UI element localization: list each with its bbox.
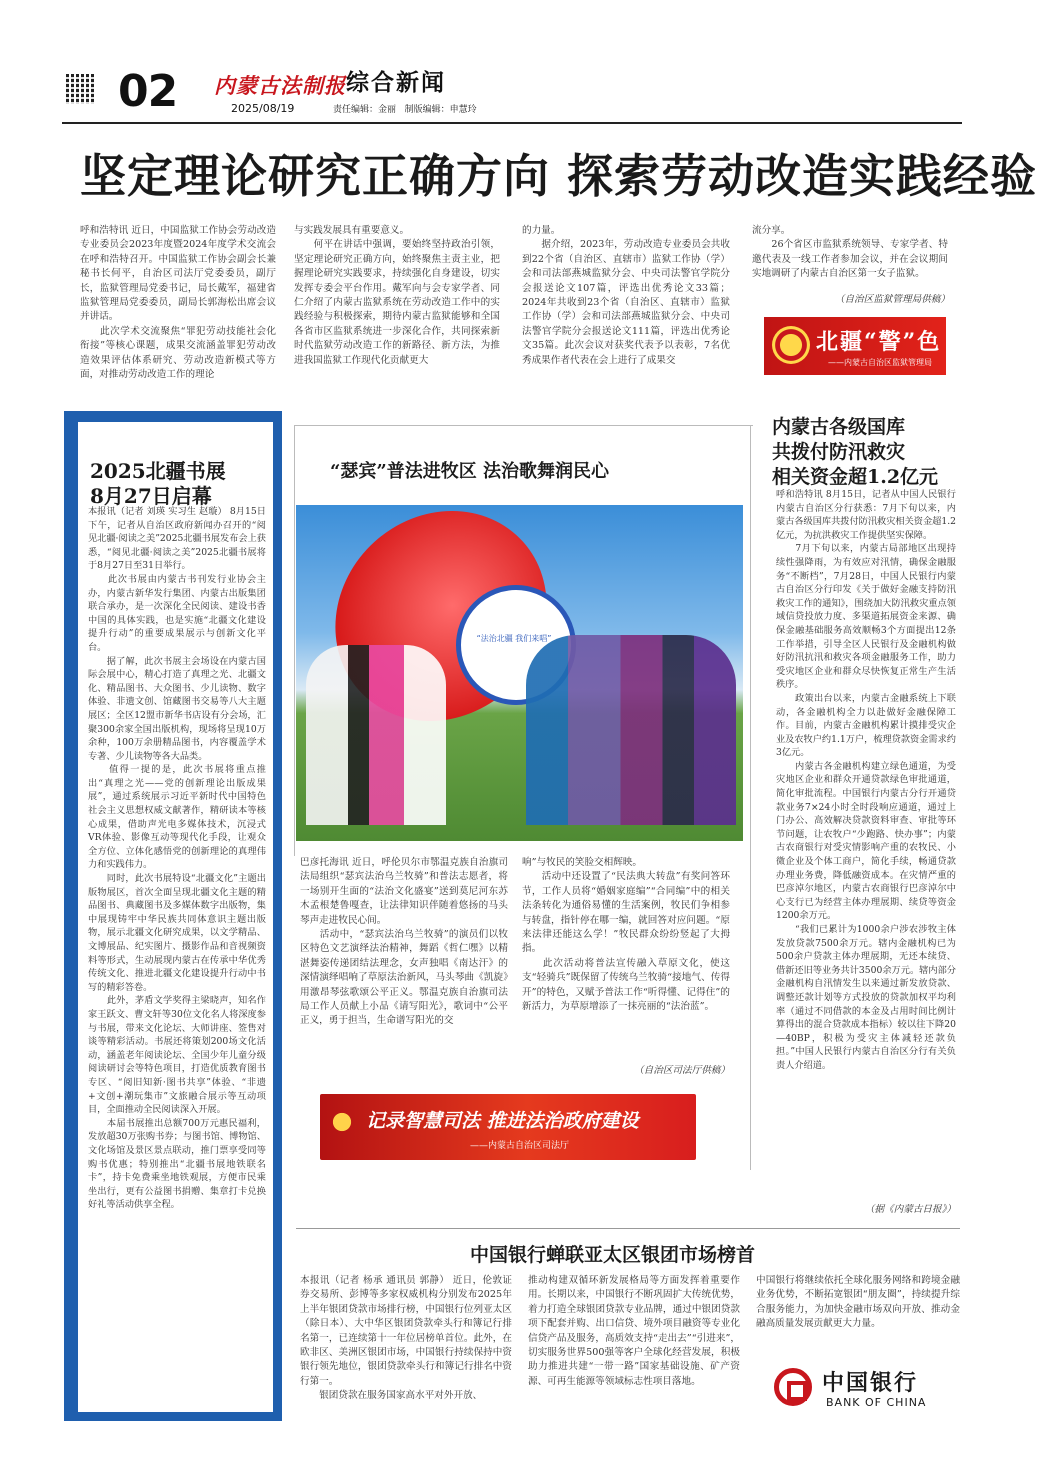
boc-logo-cn: 中国银行 xyxy=(822,1370,919,1396)
law-col-b: 响”与牧民的笑脸交相辉映。 活动中还设置了“民法典大转盘”有奖问答环节，工作人员将“婚姻家庭编”“合同编”中的相关法条转化为通俗易懂的生活案例，牧民们争相参与转盘，指针停在哪一编，就回答对应问题。“原来法律还能这么学！”牧民群众纷纷竖起了大拇指。 此次活动将普法宣传融入草原文化，使这支“轻骑兵”既保留了传统乌兰牧骑“接地气、传得开”的特色，又赋予普法工作“听得懂、记得住”的新活力，为草原增添了一抹亮丽的“法治蓝”。 xyxy=(522,857,730,1013)
people-group-right xyxy=(526,635,736,825)
lead-col-4: 流分享。 26个省区市监狱系统领导、专家学者、特邀代表及一线工作者参加会议，并在会议期间实地调研了内蒙古自治区第一女子监狱。 xyxy=(752,225,948,280)
party-emblem-icon xyxy=(328,1108,356,1136)
page-number: 02 xyxy=(118,66,178,117)
police-ad-banner xyxy=(764,317,946,375)
lead-col-3: 的力量。 据介绍，2023年，劳动改造专业委员会共收到22个省（自治区、直辖市）监狱工作协（学）会和司法部燕城监狱分会、中央司法警官学院分会报送论文107篇，评选出优秀论文33篇；2024年共收到23个省（自治区、直辖市）监狱工作协（学）会和司法部燕城监狱分会、中央司法警官学院分会报送论文111篇，评选出优秀论文35篇。此次会议对获奖代表予以表彰，7名优秀成果作者代表在会上进行了成果交 xyxy=(522,225,730,366)
header-rule xyxy=(62,122,962,124)
book-fair-body: 本报讯（记者 刘瑛 实习生 赵璇） 8月15日下午，记者从自治区政府新闻办召开的“阅见北疆·阅读之美”2025北疆书展发布会上获悉，“阅见北疆·阅读之美”2025北疆书展将于8月27日至31日举行。 此次书展由内蒙古书刊发行业协会主办，内蒙古新华发行集团、内蒙古出版集团联合承办，是一次深化全民阅读、建设书香中国的具体实践，也是实施“北疆文化建设提升行动”的重要成果展示与创新文化平台。 据了解，此次书展主会场设在内蒙古国际会展中心，精心打造了真理之光、北疆文化、精品图书、大众图书、少儿读物、数字体验、非遗文创、馆藏图书交易等八大主题展区；全区12盟市新华书店设有分会场，汇聚300余家全国出版机构，现场将呈现10万余种，100万余册精品图书，内容覆盖学术专著、少儿读物等各大品类。 值得一提的是，此次书展将重点推出“真理之光——党的创新理论出版成果展”，通过系统展示习近平新时代中国特色社会主义思想权威文献著作，精研读本等核心成果，借助声光电多媒体技术，沉浸式VR体验、影像互动等现代化手段，让观众全方位、立体化感悟党的创新理论的真理伟力和实践伟力。 同时，此次书展特设“北疆文化”主题出版物展区，首次全面呈现北疆文化主题的精品图书、典藏图书及多媒体数字出版物，集中展现铸牢中华民族共同体意识主题出版物，展示北疆文化研究成果，以文学精品、文博展品、纪实图片、摄影作品和音视频资料等形式，生动展现内蒙古在传承中华优秀传统文化、推进北疆文化建设提升行动中书写的精彩答卷。 此外，茅盾文学奖得主梁晓声，知名作家王跃文、曹文轩等30位文化名人将深度参与书展，带来文化论坛、大师讲座、签售对谈等精彩活动。书展还将策划200场文化活动，涵盖老年阅读论坛、全国少年儿童分级阅读研讨会等特色项目，打造优质教育图书专区、“阅旧知新·图书共享”体验、“非遗+文创+潮玩集市”文旅融合展示等互动项目，全面推动全民阅读深入开展。 本届书展推出总额700万元惠民福利，发放超30万张购书券；与图书馆、博物馆、文化场馆及景区景点联动，推门票享受同等购书优惠；特别推出“北疆书展地铁联名卡”，持卡免费乘坐地铁观展，方便市民乘坐出行，更有公益图书捐赠、集章打卡兑换好礼等活动供享全程。 xyxy=(88,506,266,1211)
flood-body: 呼和浩特讯 8月15日，记者从中国人民银行内蒙古自治区分行获悉：7月下旬以来，内蒙古各级国库共拨付防汛救灾相关资金超1.2亿元，为抗洪救灾工作提供坚实保障。 7月下旬以来，内蒙古局部地区出现持续性强降雨，为有效应对汛情，确保金融服务“不断档”，7月28日，中国人民银行内蒙古自治区分行印发《关于做好金融支持防汛救灾工作的通知》，围绕加大防汛救灾重点领域信贷投放力度、多渠道拓展资金来源、确保金融基础服务高效顺畅3个方面提出12条工作举措，引导全区人民银行及金融机构做好防汛抗汛和救灾各项金融服务工作，助力受灾地区企业和群众尽快恢复正常生产生活秩序。 政策出台以来，内蒙古金融系统上下联动，各金融机构全力以赴做好金融保障工作。目前，内蒙古金融机构累计摸排受灾企业及农牧户约1.1万户，梳理贷款资金需求约3亿元。 内蒙古各金融机构建立绿色通道，为受灾地区企业和群众开通贷款绿色审批通道，简化审批流程。中国银行内蒙古分行开通贷款业务7×24小时全时段响应通道，通过上门办公、高效解决贷款资料审查、审批等环节问题，让农牧户“少跑路、快办事”；内蒙古农商银行对受灾情影响产重的农牧民、小微企业及个体工商户，简化手续，畅通贷款办理业务费，降低融资成本。在灾情严重的巴彦淖尔地区，内蒙古农商银行巴彦淖尔中心支行已为经营主体办理展期、续贷等资金1200余万元。 “我们已累计为1000余户涉农涉牧主体发放贷款7500余万元。辖内金融机构已为500余户贷款主体办理展期，无还本续贷、借新还旧等业务共计3500余万元。辖内部分金融机构自汛情发生以来通过新发放贷款、调整还款计划等方式投放的贷款加权平均利率（通过不同借款的本金及占用时间比例计算得出的混合贷款成本指标）较以往下降20—40BP，积极为受灾主体减轻还款负担。”中国人民银行内蒙古自治区分行有关负责人介绍道。 xyxy=(776,489,956,1071)
editors-line: 责任编辑：金丽 制版编辑：申慧玲 xyxy=(333,105,477,115)
flood-headline-3: 相关资金超1.2亿元 xyxy=(772,466,939,488)
flood-headline-1: 内蒙古各级国库 xyxy=(772,416,906,438)
justice-banner-subtitle: ——内蒙古自治区司法厅 xyxy=(470,1141,570,1151)
boc-headline: 中国银行蝉联亚太区银团市场榜首 xyxy=(470,1244,756,1266)
paper-name-logo: 内蒙古法制报 xyxy=(214,73,346,98)
boc-rule xyxy=(296,1228,960,1229)
justice-banner xyxy=(320,1094,696,1160)
book-fair-headline-2: 8月27日启幕 xyxy=(90,484,212,508)
lead-col-1: 呼和浩特讯 近日，中国监狱工作协会劳动改造专业委员会2023年度暨2024年度学术交流会在呼和浩特召开。中国监狱工作协会副会长兼秘书长何平，自治区司法厅党委委员，副厅长，监狱管理局党委书记，局长戴军，福建省监狱管理局党委委员，副局长郭海松出席会议并讲话。 此次学术交流聚焦“罪犯劳动技能社会化衔接”等核心课题，成果交流涵盖罪犯劳动改造效果评估体系研究、劳动改造新模式等方面，对推动劳动改造工作的理论 xyxy=(80,225,276,381)
people-group-left xyxy=(306,645,446,825)
flood-source: （据《内蒙古日报》） xyxy=(864,1204,956,1215)
boc-logo-icon xyxy=(774,1368,812,1406)
boc-col-1: 本报讯（记者 杨承 通讯员 郭静） 近日，伦敦证券交易所、彭博等多家权威机构分别发布2025年上半年银团贷款市场排行榜，中国银行位列亚太区（除日本）、大中华区银团贷款牵头行和簿记行排名第一，已连续第十一年位居榜单首位。此外，在欧非区、美洲区银团市场，中国银行持续保持中资银行领先地位，银团贷款牵头行和簿记行排名中资行第一。 银团贷款在服务国家高水平对外开放、 xyxy=(300,1275,512,1402)
flood-headline-2: 共拨付防汛救灾 xyxy=(772,441,906,463)
justice-banner-title: 记录智慧司法 推进法治政府建设 xyxy=(366,1110,639,1132)
book-fair-headline-1: 2025北疆书展 xyxy=(90,459,226,483)
boc-logo-en: BANK OF CHINA xyxy=(826,1396,927,1409)
boc-col-3: 中国银行将继续依托全球化服务网络和跨境金融业务优势，不断拓宽银团“朋友圈”，持续提升综合服务能力，为加快金融市场双向开放、推动金融高质量发展贡献更大力量。 xyxy=(756,1275,960,1330)
law-col-a: 巴彦托海讯 近日，呼伦贝尔市鄂温克族自治旗司法局组织“瑟宾法治乌兰牧骑”和普法志愿者，将一场别开生面的“法治文化盛宴”送到莫尼河东苏木孟根楚鲁嘎查，让法律知识伴随着悠扬的马头琴声走进牧民心间。 活动中，“瑟宾法治乌兰牧骑”的演员们以牧区特色文艺演绎法治精神，舞蹈《哲仁嘿》以精湛舞姿传递团结法理念，女声独唱《南达汗》的深情演绎唱响了草原法治新风，马头琴曲《凯旋》用激昂琴弦歌颂公平正义。鄂温克族自治旗司法局工作人员献上小品《请写阳光》，歌词中“公平正义，勇于担当，生命谱写阳光的交 xyxy=(300,857,508,1027)
police-ad-title: 北疆“警”色 xyxy=(816,329,942,355)
police-badge-icon xyxy=(772,326,810,364)
lead-col-2: 与实践发展具有重要意义。 何平在讲话中强调，要始终坚持政治引领，坚定理论研究正确方向，始终聚焦主责主业，把握理论研究实践要求，持续强化自身建设，切实发挥专委会平台作用。戴军向与会专家学者、同仁介绍了内蒙古监狱系统在劳动改造工作中的实践经验与积极探索，期待内蒙古监狱能够和全国各省市区监狱系统进一步深化合作，共同探索新时代监狱劳动改造工作的新路径、新方法，为推进我国监狱工作现代化贡献更大 xyxy=(294,225,500,366)
boc-col-2: 推动构建双循环新发展格局等方面发挥着重要作用。长期以来，中国银行不断巩固扩大传统优势，着力打造全球银团贷款专业品牌，通过中银团贷款项下配套并购、出口信贷、境外项目融资等专业化信贷产品及服务，高质效支持“走出去”“引进来”，切实服务世界500强等客户全球化经营发展，积极助力推进共建“一带一路”国家基础设施、矿产资源、可再生能源等领域标志性项目落地。 xyxy=(528,1275,740,1387)
law-source: （自治区司法厅供稿） xyxy=(634,1065,730,1076)
lead-source: （自治区监狱管理局供稿） xyxy=(834,294,950,305)
wheel-caption: “法治北疆 我们来唱” xyxy=(476,634,552,643)
law-feature-bracket-right xyxy=(750,425,751,1170)
law-feature-headline: “瑟宾”普法进牧区 法治歌舞润民心 xyxy=(330,461,609,482)
issue-date: 2025/08/19 xyxy=(231,102,295,115)
police-ad-subtitle: ——内蒙古自治区监狱管理局 xyxy=(828,358,932,367)
lead-headline: 坚定理论研究正确方向 探索劳动改造实践经验 xyxy=(80,149,1037,203)
qr-code-icon xyxy=(66,74,96,104)
section-title: 综合新闻 xyxy=(346,69,446,96)
event-photo xyxy=(296,505,743,841)
